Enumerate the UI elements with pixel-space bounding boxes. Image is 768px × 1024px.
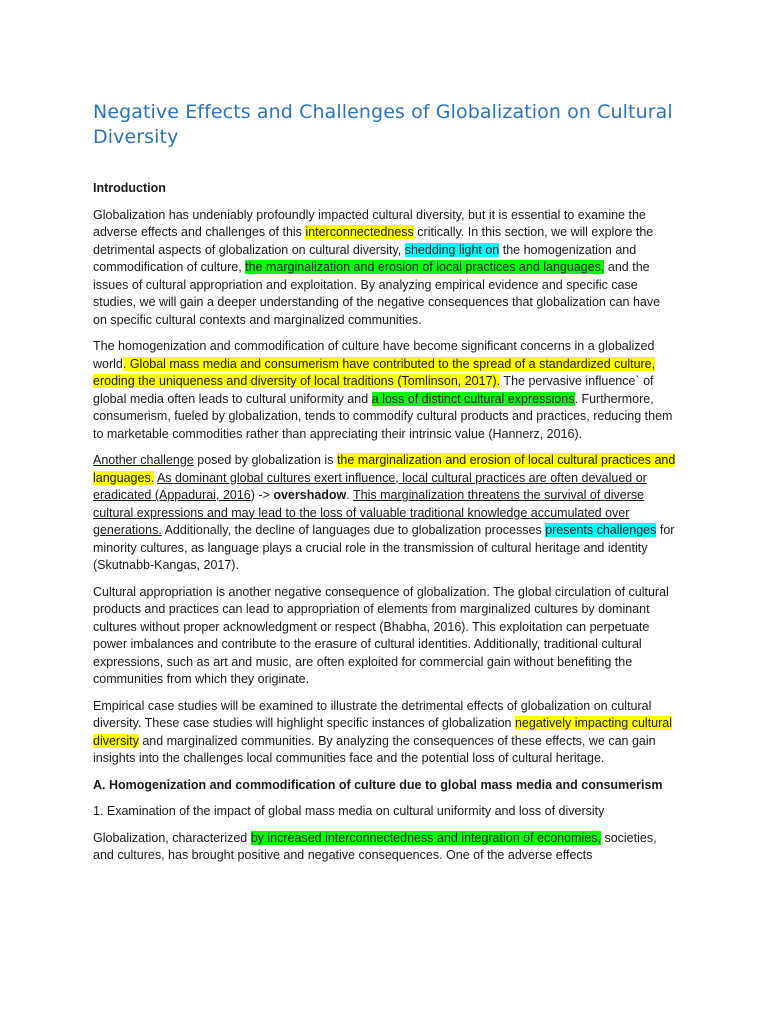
underlined-text: This marginalization threatens the survival of diverse cultural expressions and may lead to the loss of valuable traditional knowledge accumulated over generations. [93, 488, 645, 537]
highlight-green: the marginalization and erosion of local practices and languages, [245, 260, 605, 274]
highlight-green: by increased interconnectedness and integration of economies, [250, 830, 601, 845]
highlight-yellow: the marginalization and erosion of local cultural practices and languages. [93, 453, 676, 485]
text-run: Globalization, characterized [93, 830, 251, 845]
text-run: . [346, 488, 354, 502]
paragraph-3 [93, 452, 676, 575]
text-run: for minority cultures, as language plays a crucial role in the transmission of cultural heritage and identity (Skutnabb-Kangas, 2017). [93, 523, 675, 572]
highlight-yellow: negatively impacting cultural diversity [93, 716, 673, 748]
highlight-yellow: interconnectedness [305, 225, 414, 239]
text-run: Additionally, the decline of languages due to globalization processes [161, 523, 546, 537]
text-run: Empirical case studies will be examined to illustrate the detrimental effects of globalization on cultural diversity. These case studies will highlight specific instances of globalization [93, 698, 652, 730]
paragraph-4: Cultural appropriation is another negative consequence of globalization. The global circulation of cultural products and practices can lead to appropriation of elements from marginalized cultures by dominant cultures without proper acknowledgment or respect (Bhabha, 2016). This exploitation can perpetuate power imbalances and contribute to the erasure of cultural identities. Additionally, traditional cultural expressions, such as art and music, are often exploited for commercial gain without benefiting the communities from which they originate. [93, 584, 669, 686]
text-run: critically. In this section, we will explore the detrimental aspects of globalization on cultural diversity, [93, 225, 654, 257]
text-run: . Furthermore, consumerism, fueled by globalization, tends to commodify cultural products and practices, reducing them to marketable commodities rather than appreciating their intrinsic value (Hannerz, 2016). [93, 391, 673, 441]
paragraph-2 [93, 338, 676, 443]
text-run: The pervasive influence` of global media often leads to cultural uniformity and [93, 374, 654, 406]
text-run: the homogenization and commodification of culture, [93, 242, 637, 274]
text-run: ) -> [250, 488, 274, 502]
intro-heading: Introduction [93, 181, 166, 195]
text-run: Globalization has undeniably profoundly impacted cultural diversity, but it is essential to examine the adverse effects and challenges of this [93, 207, 646, 239]
paragraph-6 [93, 830, 676, 865]
bold-text: overshadow [273, 488, 347, 502]
highlight-yellow: . Global mass media and consumerism have contributed to the spread of a standardized culture, eroding the uniqueness and diversity of local traditions (Tomlinson, 2017). [93, 356, 656, 388]
section-a-heading: A. Homogenization and commodification of culture due to global mass media and consumerism [93, 777, 663, 792]
text-run: and marginalized communities. By analyzing the consequences of these effects, we can gain insights into the challenges local communities face and the potential loss of cultural heritage. [93, 733, 656, 765]
text-run: The homogenization and commodification of culture have become significant concerns in a globalized world [93, 339, 655, 371]
paragraph-5 [93, 698, 676, 768]
underlined-text: As dominant global cultures exert influence, local cultural practices are often devalued or eradicated (Appadurai, 2016 [93, 470, 647, 502]
text-run: and the issues of cultural appropriation and exploitation. By analyzing empirical evidence and specific case studies, we will gain a deeper understanding of the negative consequences that globalization can have on specific cultural contexts and marginalized communities. [93, 260, 661, 327]
document-title: Negative Effects and Challenges of Globalization on Cultural Diversity [93, 101, 673, 148]
paragraph-1 [93, 207, 676, 330]
highlight-cyan: shedding light on [404, 242, 500, 257]
underlined-text: Another challenge [93, 453, 194, 467]
highlight-cyan: presents challenges [545, 523, 657, 537]
highlight-green: a loss of distinct cultural expressions [371, 391, 575, 406]
text-run: societies, and cultures, has brought positive and negative consequences. One of the adverse effects [93, 830, 657, 862]
subsection-1-heading: 1. Examination of the impact of global mass media on cultural uniformity and loss of diversity [93, 804, 605, 818]
text-run: posed by globalization is [193, 453, 337, 467]
